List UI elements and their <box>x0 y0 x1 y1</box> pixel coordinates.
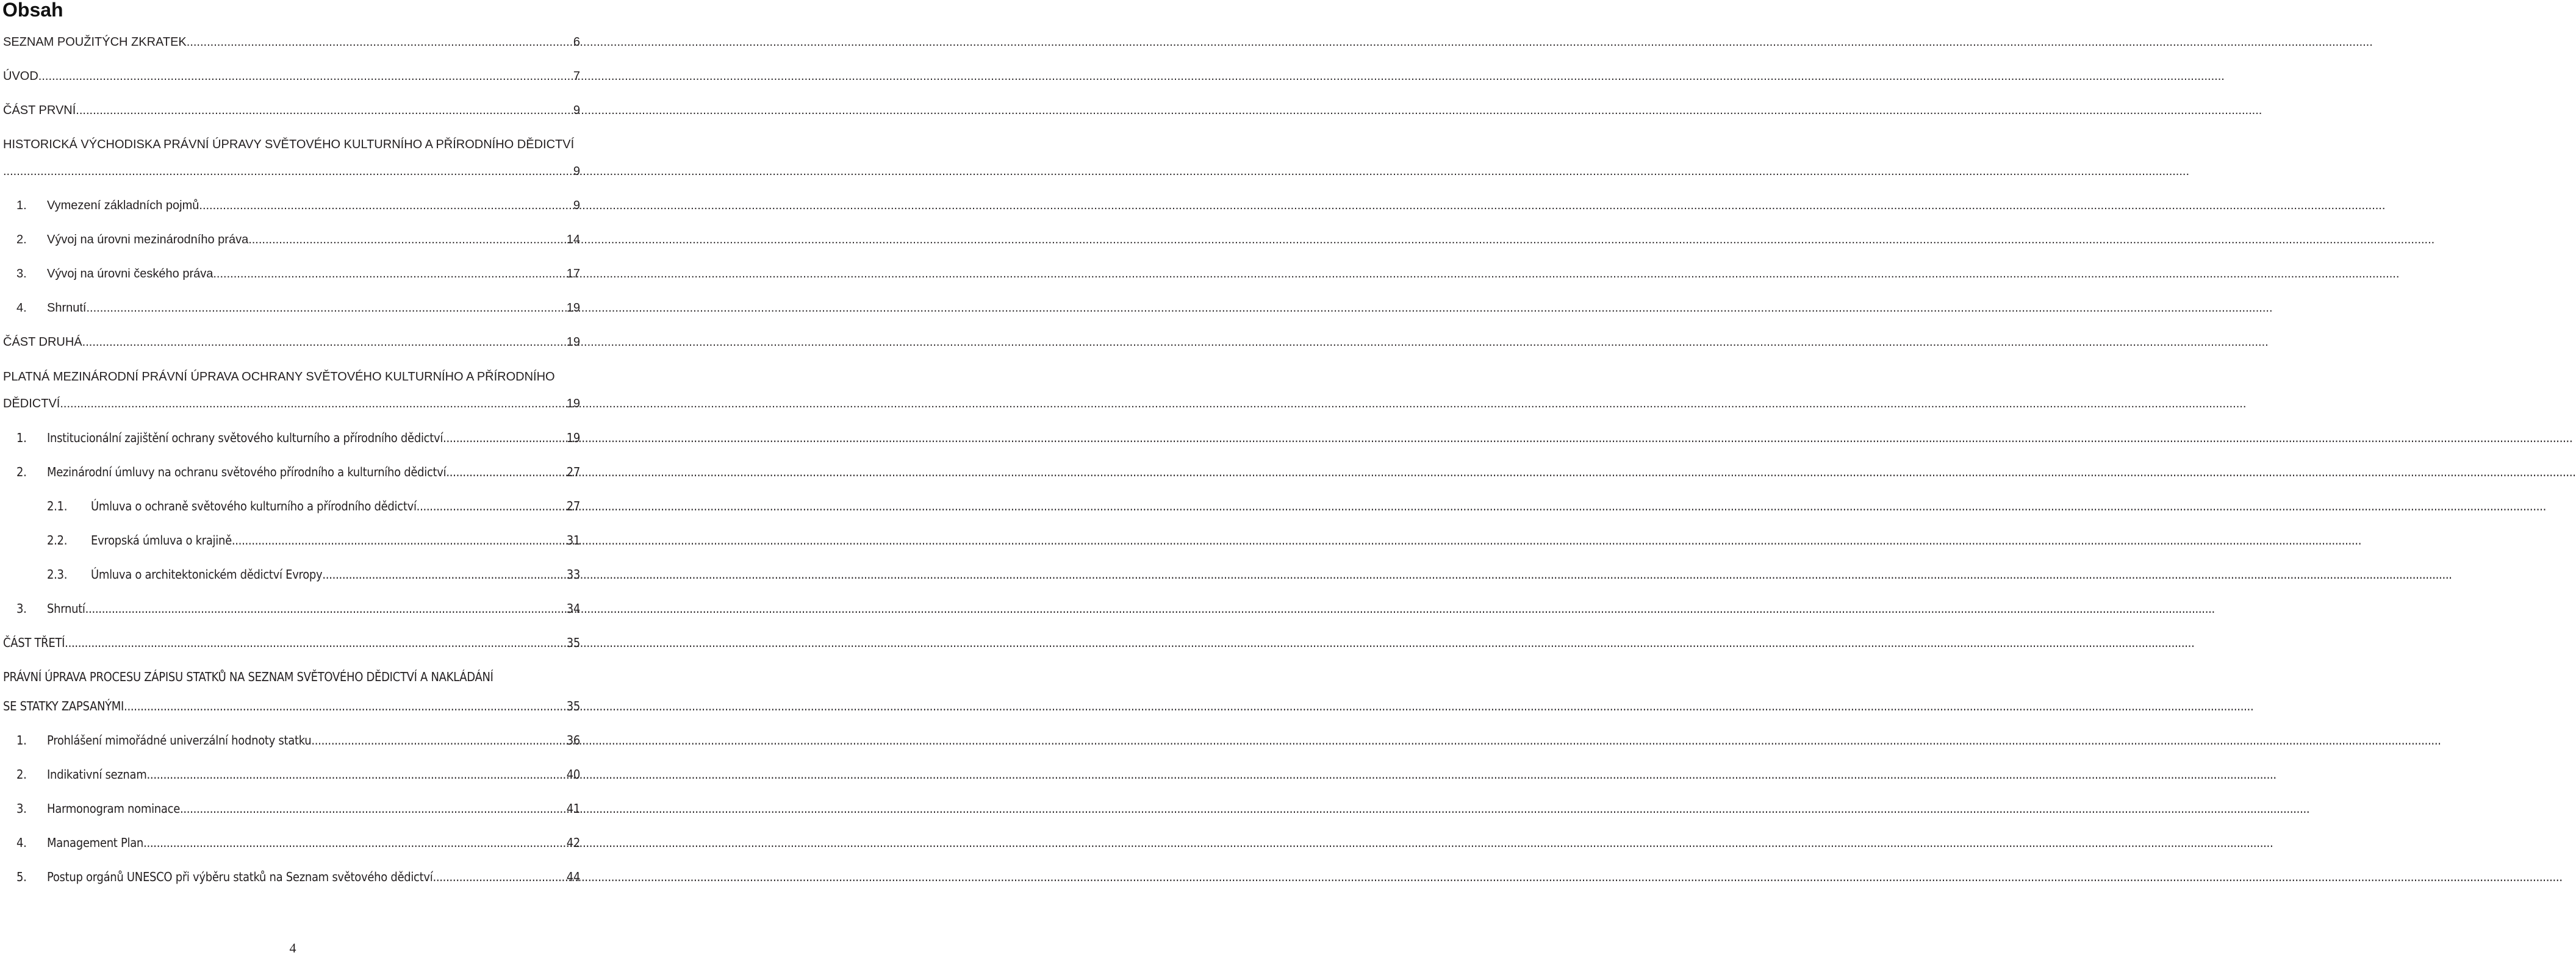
toc-entry-title: Úmluva o architektonickém dědictví Evropy <box>91 567 323 582</box>
toc-dot-leader <box>180 799 567 818</box>
page-number: 4 <box>289 940 296 956</box>
toc-dot-leader <box>199 196 573 215</box>
toc-entry-number: 2. <box>16 767 27 782</box>
toc-dot-leader <box>124 697 567 715</box>
toc-entry-page: 31 <box>566 533 580 548</box>
toc-entry-page: 9 <box>573 104 580 117</box>
toc-dot-leader <box>213 265 566 283</box>
toc-entry-page: 9 <box>573 199 580 212</box>
toc-entry[interactable] <box>3 565 580 584</box>
toc-dot-leader <box>446 463 566 481</box>
toc-entry[interactable] <box>3 196 580 215</box>
toc-entry-page: 36 <box>566 733 580 748</box>
toc-entry[interactable] <box>3 135 580 154</box>
toc-entry[interactable] <box>3 799 580 818</box>
toc-entry[interactable] <box>3 668 580 686</box>
toc-entry[interactable] <box>3 429 580 447</box>
toc-dot-leader <box>322 565 566 584</box>
toc-entry[interactable] <box>3 162 580 180</box>
toc-entry-title: Mezinárodní úmluvy na ochranu světového přírodního a kulturního dědictví <box>47 465 447 479</box>
toc-dot-leader <box>3 162 573 180</box>
toc-entry[interactable] <box>3 599 580 618</box>
toc-entry-page: 41 <box>566 801 580 816</box>
toc-dot-leader <box>311 731 566 749</box>
toc-entry[interactable] <box>3 333 580 351</box>
toc-entry-title: Vývoj na úrovni českého práva <box>47 267 213 280</box>
toc-entry-title: PRÁVNÍ ÚPRAVA PROCESU ZÁPISU STATKŮ NA SEZNAM SVĚTOVÉHO DĚDICTVÍ A NAKLÁDÁNÍ <box>3 670 493 684</box>
toc-entry-title: SE STATKY ZAPSANÝMI <box>3 699 124 713</box>
toc-entry-page: 19 <box>566 335 580 349</box>
toc-entry-number: 3. <box>16 267 27 280</box>
toc-dot-leader <box>82 333 567 351</box>
toc-dot-leader <box>143 834 567 852</box>
toc-entry-number: 2.3. <box>47 567 68 582</box>
toc-entry-title: Vývoj na úrovni mezinárodního práva <box>47 233 249 246</box>
toc-entry-page: 44 <box>566 870 580 884</box>
toc-entry-title: DĚDICTVÍ <box>3 397 60 410</box>
toc-entry-page: 14 <box>566 233 580 246</box>
toc-dot-leader <box>248 230 567 249</box>
toc-heading: Obsah <box>2 0 63 21</box>
toc-entry-page: 19 <box>566 301 580 315</box>
toc-entry-title: Shrnutí <box>47 601 85 616</box>
toc-dot-leader <box>38 67 573 85</box>
toc-entry-page: 42 <box>566 835 580 850</box>
toc-entry-page: 27 <box>566 499 580 513</box>
toc-dot-leader <box>86 299 566 317</box>
toc-entry[interactable] <box>3 395 580 413</box>
toc-entry-page: 35 <box>566 635 580 650</box>
toc-dot-leader <box>443 429 567 447</box>
toc-entry-page: 6 <box>573 35 580 49</box>
toc-entry-page: 9 <box>573 165 580 178</box>
toc-entry[interactable] <box>3 299 580 317</box>
toc-entry-page: 33 <box>566 567 580 582</box>
toc-entry[interactable] <box>3 731 580 749</box>
toc-dot-leader <box>147 765 567 784</box>
toc-entry[interactable] <box>3 265 580 283</box>
toc-entry-number: 2.2. <box>47 533 68 548</box>
toc-entry-number: 3. <box>16 601 27 616</box>
toc-entry-title: ČÁST PRVNÍ <box>3 104 76 117</box>
toc-entry-title: ČÁST DRUHÁ <box>3 335 82 349</box>
toc-entry-number: 1. <box>16 733 27 748</box>
toc-entry-number: 4. <box>16 301 27 315</box>
toc-entry-page: 19 <box>566 430 580 445</box>
toc-entry-title: ÚVOD <box>3 70 38 83</box>
toc-entry-title: Indikativní seznam <box>47 767 147 782</box>
toc-entry-page: 27 <box>566 465 580 479</box>
toc-entry-page: 40 <box>566 767 580 782</box>
toc-entry-title: Prohlášení mimořádné univerzální hodnoty statku <box>47 733 312 748</box>
toc-entry[interactable] <box>3 67 580 85</box>
toc-dot-leader <box>65 634 567 652</box>
toc-entry-number: 3. <box>16 801 27 816</box>
toc-entry[interactable] <box>3 463 580 481</box>
toc-entry-page: 35 <box>566 699 580 713</box>
toc-dot-leader <box>232 531 567 549</box>
toc-entry[interactable] <box>3 497 580 515</box>
toc-entry-page: 7 <box>573 70 580 83</box>
toc-entry-page: 17 <box>566 267 580 280</box>
toc-entry[interactable] <box>3 634 580 652</box>
toc-entry-title: Postup orgánů UNESCO při výběru statků na Seznam světového dědictví <box>47 870 433 884</box>
toc-entry-number: 1. <box>16 430 27 445</box>
toc-entry-number: 1. <box>16 199 27 212</box>
toc-dot-leader <box>187 33 573 51</box>
toc-dot-leader <box>60 395 566 413</box>
toc-entry-page: 34 <box>566 601 580 616</box>
toc-entry[interactable] <box>3 868 580 886</box>
toc-entry-title: ČÁST TŘETÍ <box>3 635 65 650</box>
toc-entry-number: 2. <box>16 233 27 246</box>
toc-entry-page: 19 <box>566 397 580 410</box>
toc-entry-title: Vymezení základních pojmů <box>47 199 199 212</box>
toc-entry-title: HISTORICKÁ VÝCHODISKA PRÁVNÍ ÚPRAVY SVĚTOVÉHO KULTURNÍHO A PŘÍRODNÍHO DĚDICTVÍ <box>3 138 575 151</box>
toc-entry[interactable] <box>3 531 580 549</box>
toc-entry-title: Evropská úmluva o krajině <box>91 533 232 548</box>
toc-entry[interactable] <box>3 101 580 120</box>
toc-entry-number: 2. <box>16 465 27 479</box>
toc-entry-title: Úmluva o ochraně světového kulturního a přírodního dědictví <box>91 499 417 513</box>
toc-entry[interactable] <box>3 230 580 249</box>
toc-dot-leader <box>432 868 566 886</box>
toc-entry[interactable] <box>3 765 580 784</box>
toc-entry-title: Harmonogram nominace <box>47 801 180 816</box>
toc-entry-title: SEZNAM POUŽITÝCH ZKRATEK <box>3 35 187 49</box>
toc-entry-title: PLATNÁ MEZINÁRODNÍ PRÁVNÍ ÚPRAVA OCHRANY SVĚTOVÉHO KULTURNÍHO A PŘÍRODNÍHO <box>3 370 555 384</box>
toc-dot-leader <box>85 599 567 618</box>
toc-dot-leader <box>76 101 573 120</box>
toc-entry[interactable] <box>3 834 580 852</box>
toc-entry-title: Institucionální zajištění ochrany světového kulturního a přírodního dědictví <box>47 430 443 445</box>
toc-entry-number: 2.1. <box>47 499 68 513</box>
toc-entry-title: Management Plan <box>47 835 144 850</box>
toc-dot-leader <box>417 497 567 515</box>
toc-entry-number: 5. <box>16 870 27 884</box>
toc-entry-number: 4. <box>16 835 27 850</box>
document-page <box>0 0 586 961</box>
toc-entry[interactable] <box>3 697 580 715</box>
toc-entry[interactable] <box>3 33 580 51</box>
toc-entry-title: Shrnutí <box>47 301 87 315</box>
toc-entry[interactable] <box>3 368 580 386</box>
